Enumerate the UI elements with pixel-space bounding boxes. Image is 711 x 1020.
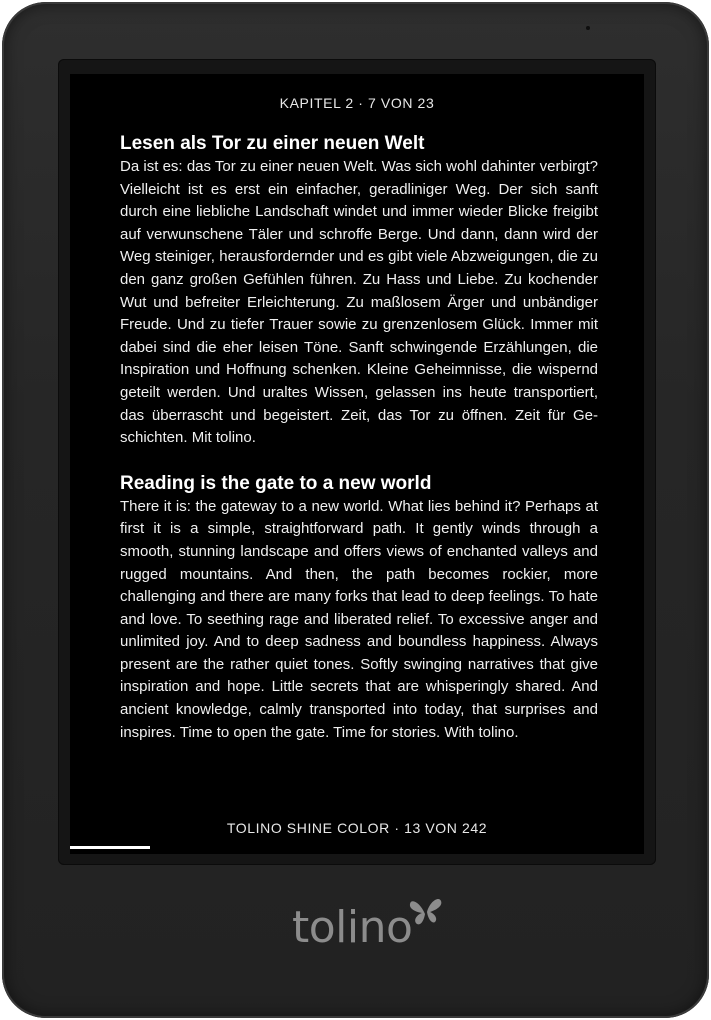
- butterfly-icon: [408, 896, 444, 928]
- section-spacer: [120, 450, 598, 472]
- reader-screen[interactable]: [70, 74, 644, 854]
- brand-wordmark: tolino: [292, 902, 413, 953]
- chapter-indicator: KAPITEL 2 · 7 VON 23: [279, 95, 435, 111]
- reading-progress-fill: [70, 846, 150, 849]
- ereader-device: [2, 2, 709, 1018]
- page-content[interactable]: [120, 132, 598, 744]
- section-title-de: Lesen als Tor zu einer neuen Welt: [120, 133, 425, 154]
- book-progress-label: TOLINO SHINE COLOR · 13 VON 242: [226, 820, 488, 836]
- section-body-en: There it is: the gateway to a new world. What lies behind it? Perhaps at first it is a simple, straightforward path. It gently winds through a smooth, stunning landscape and offers views of enchanted valleys and rugged mountains. And then, the path becomes rockier, more challenging and there are many forks that lead to deep feelings. To hate and love. To seething rage and liberated relief. To excessive anger and unlimited joy. And to deep sadness and boundless happiness. Always present are the rather quiet tones. Softly swinging narratives that give inspiration and hope. Little secrets that are whisperingly shared. And ancient knowledge, calmly transported into today, that surprises and inspires. Time to open the gate. Time for stories. With tolino.: [120, 497, 598, 741]
- reading-progress-bar: [70, 846, 644, 849]
- light-sensor: [586, 26, 590, 30]
- section-body-de: Da ist es: das Tor zu einer neuen Welt. Was sich wohl dahinter verbirgt? Vielleicht ist es erst ein einfacher, geradliniger Weg. Der sich sanft durch eine liebliche Landschaft windet und immer wieder Blicke freigibt auf verwunschene Täler und schroffe Berge. Und dann, dann wird der Weg steiniger, herausfordernder und es gibt viele Abzweigungen, die zu den ganz großen Gefühlen führen. Zu Hass und Liebe. Zu kochender Wut und befreiter Erleichterung. Zu maßlosem Ärger und unbändiger Freude. Und zu tiefer Trauer sowie zu grenzenlosem Glück. Immer mit dabei sind die eher leisen Töne. Sanft schwingende Erzählungen, die Inspiration und Hoffnung schenken. Kleine Geheimnisse, die wispernd geteilt werden. Und uraltes Wissen, gelassen ins heute transportiert, das überrascht und begeistert. Zeit, das Tor zu öffnen. Zeit für Geschichten. Mit tolino.: [120, 158, 598, 447]
- brand-logo: [292, 902, 452, 962]
- section-title-en: Reading is the gate to a new world: [120, 472, 432, 494]
